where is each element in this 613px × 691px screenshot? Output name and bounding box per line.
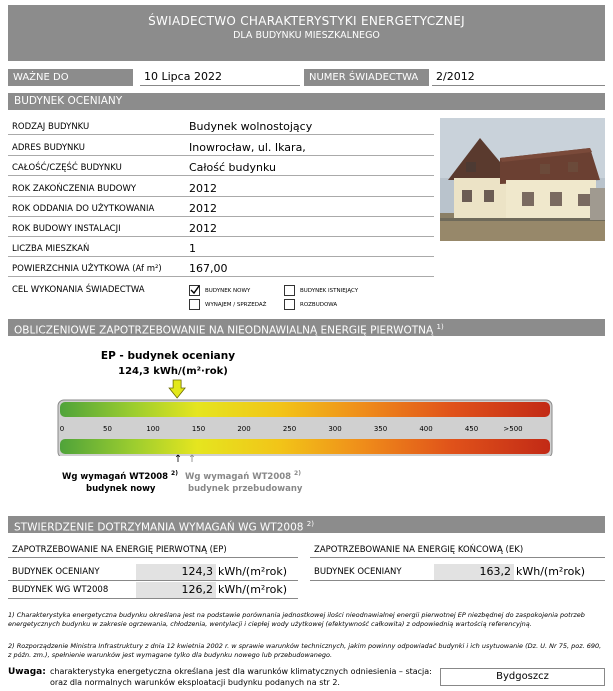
energy-scale [0, 376, 613, 456]
building-row-label: RODZAJ BUDYNKU [12, 122, 90, 132]
building-row-divider [8, 175, 434, 176]
energy-section-sup: 1) [436, 323, 444, 331]
building-row-value: 167,00 [189, 262, 228, 275]
ep-row-wt2008 [8, 582, 298, 599]
ep-row-assessed-unit: kWh/(m²rok) [218, 565, 288, 578]
ek-row-assessed-label: BUDYNEK OCENIANY [314, 567, 402, 577]
building-row-divider [8, 196, 434, 197]
building-photo [440, 118, 605, 241]
ep-row-wt2008-unit: kWh/(m²rok) [218, 583, 288, 596]
scale-tick-label: 350 [373, 425, 388, 433]
wg-new-sup: 2) [171, 470, 178, 477]
building-row-value: Budynek wolnostojący [189, 120, 313, 133]
wg-new-arrow-icon: ↑ [173, 454, 183, 465]
certificate-title: ŚWIADECTWO CHARAKTERYSTYKI ENERGETYCZNEJ [148, 14, 465, 28]
scale-tick-label: 400 [419, 425, 433, 433]
building-row-value: 1 [189, 242, 196, 255]
wg-rebuilt-sub: budynek przebudowany [188, 484, 303, 494]
purpose-rental-checkbox[interactable] [189, 299, 200, 310]
footnote-1: 1) Charakterystyka energetyczna budynku określana jest na podstawie porównania jednostkowej ilości nieodnawialnej energii pierwotnej EP niezbędnej do zaspokojenia potrzeb energetycznych budynku w zakresie ogrzewania, chłodzenia, wentylacji i ciepłej wody użytkowej (efektywność całkowita) z odpowiednią wartością referencyjną. [8, 611, 585, 628]
uwaga-line-2: oraz dla normalnych warunków eksploatacji budynku podanych na str 2. [50, 678, 340, 687]
building-row-divider [8, 216, 434, 217]
building-row-label: CAŁOŚĆ/CZĘŚĆ BUDYNKU [12, 163, 122, 173]
valid-until-label: WAŻNE DO [8, 69, 133, 86]
purpose-label: CEL WYKONANIA ŚWIADECTWA [12, 285, 145, 295]
scale-tick-label: 0 [59, 425, 65, 433]
purpose-new-label: BUDYNEK NOWY [205, 288, 251, 294]
footnote-2: 2) Rozporządzenie Ministra Infrastruktury z dnia 12 kwietnia 2002 r. w sprawie warunków technicznych, jakim powinny odpowiadać budynki i ich usytuowanie (Dz. U. Nr 75, poz. 690, z późn. zm.), spełnienie warunków jest wymagane tylko dla budynku nowego lub przebudowanego. [8, 642, 602, 659]
building-row-label: ROK ODDANIA DO UŻYTKOWANIA [12, 204, 155, 214]
purpose-rebuild-checkbox[interactable] [284, 299, 295, 310]
compliance-section-text: STWIERDZENIE DOTRZYMANIA WYMAGAŃ WG WT2008 [14, 521, 304, 534]
scale-tick-label: 300 [328, 425, 342, 433]
scale-tick-label: 250 [282, 425, 297, 433]
ep-row-wt2008-label: BUDYNEK WG WT2008 [12, 585, 109, 595]
energy-section-text: OBLICZENIOWE ZAPOTRZEBOWANIE NA NIEODNAWIALNĄ ENERGIĘ PIERWOTNĄ [14, 324, 434, 337]
scale-bar-top [60, 402, 550, 417]
scale-bar-bottom [60, 439, 550, 454]
ep-title: EP - budynek oceniany [100, 350, 236, 362]
wg-rebuilt-label [185, 470, 301, 482]
scale-tick-label: 200 [237, 425, 251, 433]
certificate-header [8, 5, 605, 61]
wg-new-sub: budynek nowy [86, 484, 156, 494]
certificate-number-label: NUMER ŚWIADECTWA [304, 69, 429, 86]
wg-new-label-text: Wg wymagań WT2008 [62, 471, 169, 482]
compliance-section-title [8, 516, 605, 533]
scale-tick-label: >500 [503, 425, 523, 433]
building-row-divider [8, 155, 434, 156]
ep-row-assessed-label: BUDYNEK OCENIANY [12, 567, 100, 577]
purpose-existing-checkbox[interactable] [284, 285, 295, 296]
purpose-existing-label: BUDYNEK ISTNIEJĄCY [300, 288, 359, 294]
scale-tick-label: 50 [103, 425, 112, 433]
building-row-divider [8, 276, 434, 277]
ep-row-assessed-value: 124,3 [136, 564, 216, 580]
building-row-divider [8, 236, 434, 237]
building-row-label: ADRES BUDYNKU [12, 143, 85, 153]
building-row-value: 2012 [189, 202, 217, 215]
building-row-divider [8, 256, 434, 257]
purpose-rebuild-label: ROZBUDOWA [300, 302, 338, 308]
building-row-value: Inowrocław, ul. Ikara, [189, 141, 306, 154]
certificate-number-value: 2/2012 [432, 69, 605, 86]
scale-tick-label: 450 [464, 425, 479, 433]
ep-row-assessed [8, 564, 298, 581]
scale-tick-label: 100 [146, 425, 160, 433]
ep-arrow-icon [169, 380, 185, 398]
building-row-label: ROK ZAKOŃCZENIA BUDOWY [12, 184, 137, 194]
building-row-label: ROK BUDOWY INSTALACJI [12, 224, 121, 234]
compliance-section-sup: 2) [306, 520, 314, 528]
building-section-title: BUDYNEK OCENIANY [8, 93, 605, 110]
uwaga-label: Uwaga: [8, 667, 46, 677]
building-row-label: POWIERZCHNIA UŻYTKOWA (Af m²) [12, 264, 162, 274]
purpose-new-checkbox[interactable] [189, 285, 200, 296]
building-row-divider [8, 134, 434, 135]
ep-header: ZAPOTRZEBOWANIE NA ENERGIĘ PIERWOTNĄ (EP) [8, 543, 298, 558]
building-row-value: 2012 [189, 182, 217, 195]
ep-value: 124,3 kWh/(m²·rok) [118, 366, 228, 377]
uwaga-line-1: charakterystyka energetyczna określana jest dla warunków klimatycznych odniesienia – stacja: [50, 667, 432, 676]
ek-row-assessed [310, 564, 605, 581]
valid-until-value: 10 Lipca 2022 [140, 69, 300, 86]
building-row-value: Całość budynku [189, 161, 276, 174]
scale-tick-label: 150 [191, 425, 206, 433]
purpose-rental-label: WYNAJEM / SPRZEDAŻ [205, 302, 267, 308]
building-row-label: LICZBA MIESZKAŃ [12, 244, 90, 254]
ek-row-assessed-unit: kWh/(m²rok) [516, 565, 586, 578]
station-field: Bydgoszcz [440, 668, 605, 686]
energy-section-title [8, 319, 605, 336]
building-row-value: 2012 [189, 222, 217, 235]
wg-rebuilt-arrow-icon: ↑ [187, 454, 197, 465]
wg-new-label [62, 470, 178, 482]
wg-rebuilt-label-text: Wg wymagań WT2008 [185, 471, 292, 482]
wg-rebuilt-sup: 2) [294, 470, 301, 477]
ep-row-wt2008-value: 126,2 [136, 582, 216, 598]
certificate-subtitle: DLA BUDYNKU MIESZKALNEGO [233, 30, 380, 41]
ek-header: ZAPOTRZEBOWANIE NA ENERGIĘ KOŃCOWĄ (EK) [310, 543, 605, 558]
ek-row-assessed-value: 163,2 [434, 564, 514, 580]
